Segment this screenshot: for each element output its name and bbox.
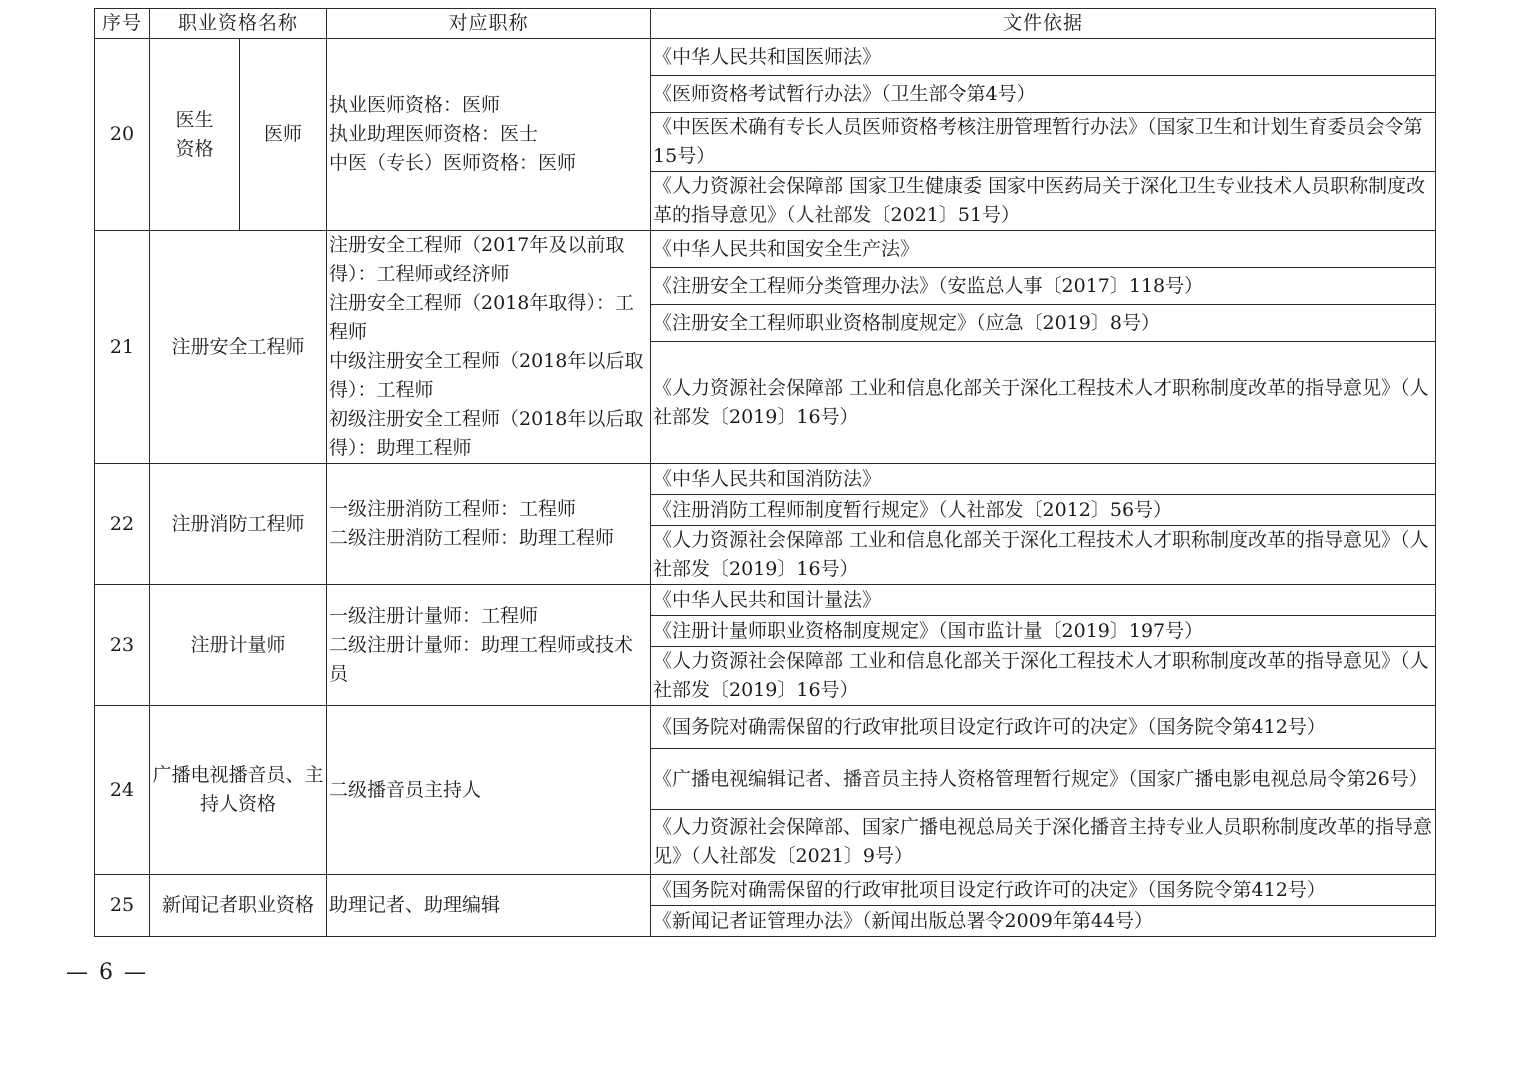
row-titles: [327, 39, 651, 231]
row-category: 医生资格: [150, 39, 240, 231]
row-seq: 22: [95, 464, 150, 585]
table-row: [95, 464, 1436, 495]
row-doc: 《注册计量师职业资格制度规定》（国市监计量〔2019〕197号）: [651, 616, 1436, 647]
row-titles: [327, 464, 651, 585]
row-doc: 《中华人民共和国消防法》: [651, 464, 1436, 495]
table-row: [95, 39, 1436, 76]
row-doc: 《注册安全工程师分类管理办法》（安监总人事〔2017〕118号）: [651, 268, 1436, 305]
title-line: 二级注册消防工程师：助理工程师: [329, 527, 615, 549]
row-doc: 《新闻记者证管理办法》（新闻出版总署令2009年第44号）: [651, 906, 1436, 937]
row-doc: 《注册消防工程师制度暂行规定》（人社部发〔2012〕56号）: [651, 495, 1436, 526]
title-line: 执业医师资格：医师: [329, 94, 501, 116]
row-titles: [327, 706, 651, 875]
header-title: 对应职称: [327, 9, 651, 39]
title-line: 注册安全工程师（2017年及以前取得）：工程师或经济师: [329, 234, 625, 285]
row-doc: 《医师资格考试暂行办法》（卫生部令第4号）: [651, 76, 1436, 113]
title-line: 二级播音员主持人: [329, 778, 482, 801]
row-doc: 《人力资源社会保障部、国家广播电视总局关于深化播音主持专业人员职称制度改革的指导意见》（人社部发〔2021〕9号）: [651, 810, 1436, 875]
title-line: 二级注册计量师：助理工程师或技术员: [329, 633, 634, 685]
title-line: 助理记者、助理编辑: [329, 894, 501, 916]
row-doc: 《国务院对确需保留的行政审批项目设定行政许可的决定》（国务院令第412号）: [651, 875, 1436, 906]
row-doc: 《中华人民共和国计量法》: [651, 585, 1436, 616]
row-doc: 《广播电视编辑记者、播音员主持人资格管理暂行规定》（国家广播电影电视总局令第26号）: [651, 749, 1436, 810]
row-titles: [327, 875, 651, 937]
row-qualification-name: 注册消防工程师: [150, 464, 327, 585]
row-doc: 《中华人民共和国医师法》: [651, 39, 1436, 76]
table-header-row: [95, 9, 1436, 39]
title-line: 初级注册安全工程师（2018年以后取得）：助理工程师: [329, 408, 644, 459]
title-line: 一级注册消防工程师：工程师: [329, 498, 577, 520]
header-basis: 文件依据: [651, 9, 1436, 39]
title-line: 注册安全工程师（2018年取得）：工程师: [329, 292, 634, 343]
row-doc: 《国务院对确需保留的行政审批项目设定行政许可的决定》（国务院令第412号）: [651, 706, 1436, 749]
row-doc: 《中华人民共和国安全生产法》: [651, 231, 1436, 268]
row-seq: 23: [95, 585, 150, 706]
row-seq: 20: [95, 39, 150, 231]
row-doc: 《注册安全工程师职业资格制度规定》（应急〔2019〕8号）: [651, 305, 1436, 342]
title-line: 执业助理医师资格：医士: [329, 123, 539, 145]
row-qualification-name: 注册安全工程师: [150, 231, 327, 464]
row-seq: 24: [95, 706, 150, 875]
row-titles: [327, 585, 651, 706]
row-qualification-name: 新闻记者职业资格: [150, 875, 327, 937]
table-row: [95, 585, 1436, 616]
row-titles: [327, 231, 651, 464]
row-qualification-name: 广播电视播音员、主持人资格: [150, 706, 327, 875]
title-line: 中医（专长）医师资格：医师: [329, 152, 577, 174]
header-seq: 序号: [95, 9, 150, 39]
header-qualification: 职业资格名称: [150, 9, 327, 39]
row-doc: 《中医医术确有专长人员医师资格考核注册管理暂行办法》（国家卫生和计划生育委员会令第15号）: [651, 113, 1436, 172]
row-doc: 《人力资源社会保障部 国家卫生健康委 国家中医药局关于深化卫生专业技术人员职称制度改革的指导意见》（人社部发〔2021〕51号）: [651, 172, 1436, 231]
row-seq: 25: [95, 875, 150, 937]
row-doc: 《人力资源社会保障部 工业和信息化部关于深化工程技术人才职称制度改革的指导意见》（人社部发〔2019〕16号）: [651, 647, 1436, 706]
title-line: 中级注册安全工程师（2018年以后取得）：工程师: [329, 350, 644, 401]
row-seq: 21: [95, 231, 150, 464]
page-number: — 6 —: [66, 960, 148, 985]
table-row: [95, 875, 1436, 906]
row-doc: 《人力资源社会保障部 工业和信息化部关于深化工程技术人才职称制度改革的指导意见》（人社部发〔2019〕16号）: [651, 342, 1436, 464]
title-line: 一级注册计量师：工程师: [329, 604, 539, 627]
row-doc: 《人力资源社会保障部 工业和信息化部关于深化工程技术人才职称制度改革的指导意见》（人社部发〔2019〕16号）: [651, 526, 1436, 585]
row-qualification-name: 注册计量师: [150, 585, 327, 706]
row-qualification-name: 医师: [240, 39, 327, 231]
qualification-table: [94, 8, 1436, 937]
table-row: [95, 706, 1436, 749]
table-row: [95, 231, 1436, 268]
